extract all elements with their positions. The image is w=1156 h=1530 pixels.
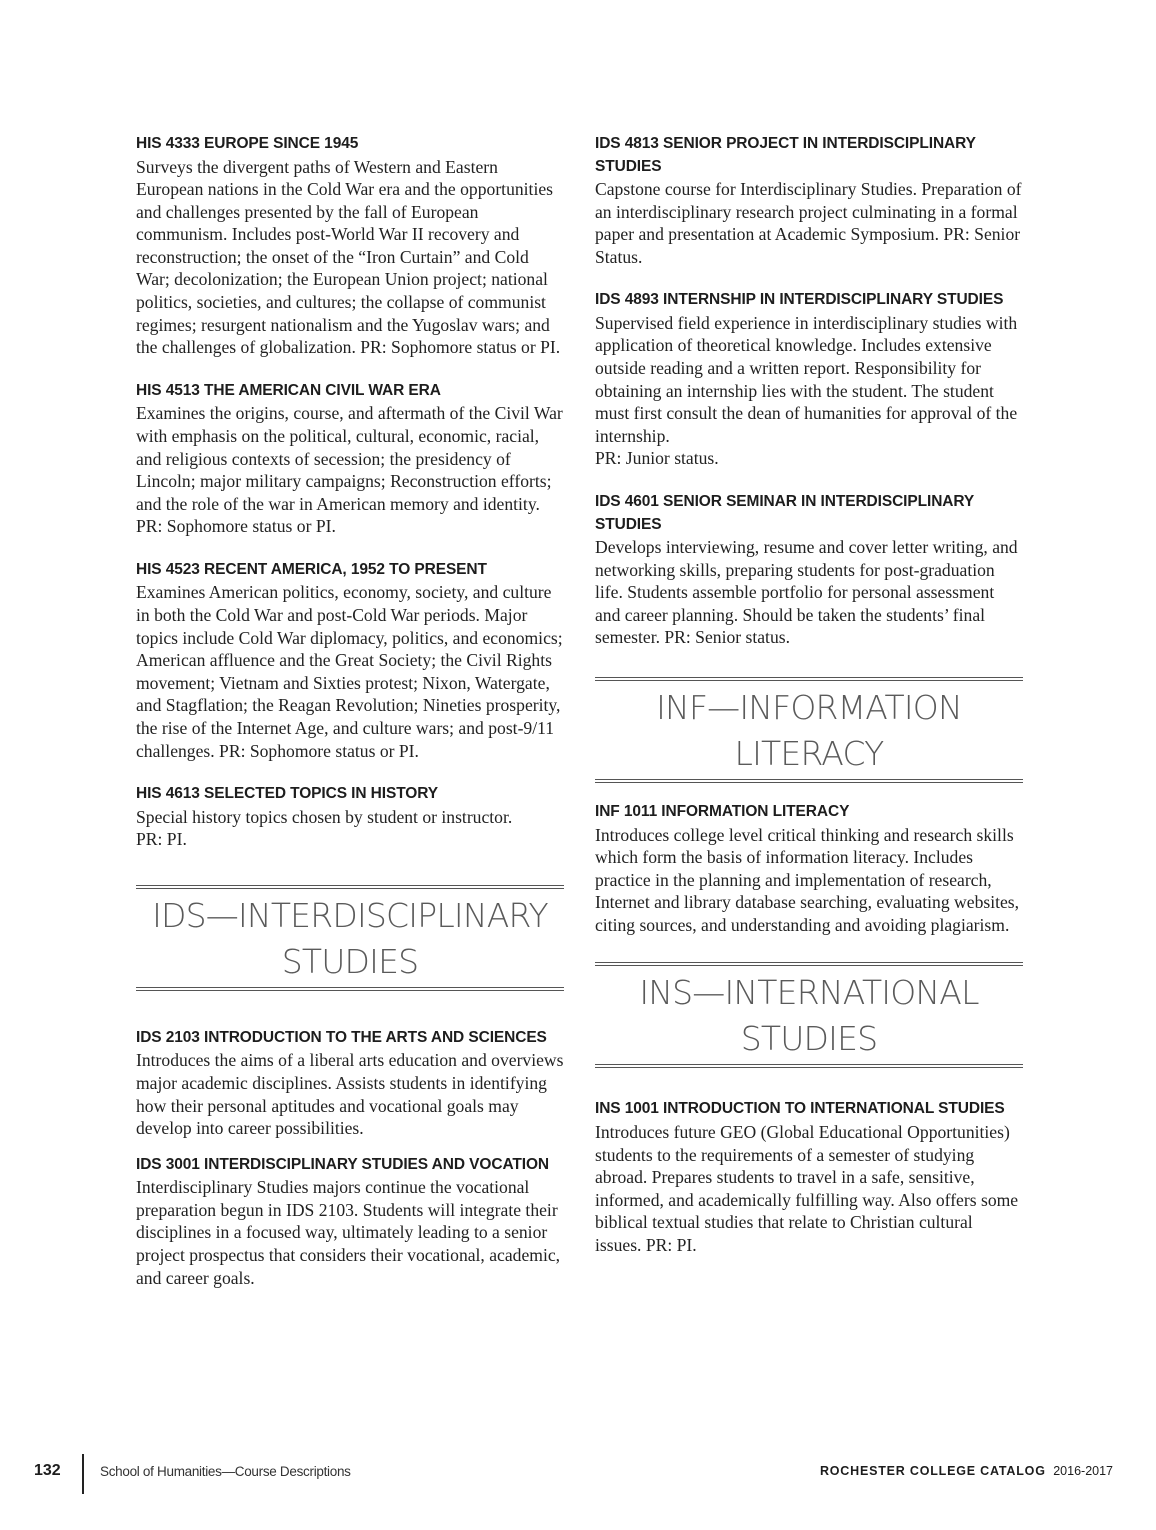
section-title bbox=[136, 889, 564, 987]
page-footer bbox=[0, 1462, 1156, 1530]
section-title bbox=[595, 966, 1023, 1064]
course-title: IDS 2103 INTRODUCTION TO THE ARTS AND SCIENCES bbox=[136, 1028, 547, 1046]
course-title: IDS 4813 SENIOR PROJECT IN INTERDISCIPLINARY STUDIES bbox=[595, 135, 976, 175]
course-title: HIS 4513 THE AMERICAN CIVIL WAR ERA bbox=[136, 381, 441, 399]
course-title: HIS 4613 SELECTED TOPICS IN HISTORY bbox=[136, 785, 438, 803]
footer-catalog bbox=[820, 1464, 1113, 1478]
section-rule-bottom bbox=[136, 987, 564, 991]
course-ids-4813 bbox=[595, 133, 1023, 268]
course-description: Examines the origins, course, and aftermath of the Civil War with emphasis on the political, cultural, economic, racial, and religious contexts of secession; the presidency of Lincoln; major military campaigns; Reconstruction efforts; and the role of the war in American memory and identity. bbox=[136, 403, 563, 514]
course-description: Interdisciplinary Studies majors continue the vocational preparation begun in IDS 2103. Students will integrate their disciplines in a focused way, ultimately leading to a senior project prospectus that considers their vocational, academic, and career goals. bbox=[136, 1177, 561, 1288]
section-header-ids bbox=[136, 885, 564, 991]
section-title-line1: INF—INFORMATION bbox=[656, 688, 962, 727]
course-title: HIS 4333 EUROPE SINCE 1945 bbox=[136, 135, 359, 152]
section-header-ins bbox=[595, 962, 1023, 1068]
course-description: Introduces college level critical thinking and research skills which form the basis of information literacy. Includes practice in the planning and implementation of research, Internet and library database searching, evaluating websites, citing sources, and understanding and avoiding plagiarism. bbox=[595, 824, 1020, 935]
course-prereq: PR: Sophomore status or PI. bbox=[136, 516, 336, 537]
footer-brand: ROCHESTER COLLEGE CATALOG bbox=[819, 1464, 1046, 1478]
page-number: 132 bbox=[34, 1462, 61, 1479]
course-prereq: PR: PI. bbox=[136, 829, 187, 850]
section-title-line1: IDS—INTERDISCIPLINARY bbox=[152, 895, 548, 935]
section-title-line2: STUDIES bbox=[281, 941, 419, 981]
course-ids-4893 bbox=[595, 289, 1023, 470]
course-description: Develops interviewing, resume and cover letter writing, and networking skills, preparing students for post-graduation life. Students assemble portfolio for personal assessment and career planning. Should be taken the students’ final semester. PR: Senior status. bbox=[595, 537, 1018, 648]
course-description: Special history topics chosen by student or instructor. bbox=[136, 806, 513, 827]
section-title bbox=[595, 681, 1023, 779]
footer-year: 2016-2017 bbox=[1053, 1464, 1113, 1478]
section-rule-bottom bbox=[595, 1064, 1023, 1068]
footer-section-label: School of Humanities—Course Descriptions bbox=[100, 1464, 351, 1479]
course-ids-3001 bbox=[136, 1154, 564, 1289]
course-description: Introduces the aims of a liberal arts education and overviews major academic disciplines. Assists students in identifying how their personal aptitudes and vocational goals may develop into career possibilities. bbox=[136, 1050, 564, 1139]
course-ids-4601 bbox=[595, 491, 1023, 649]
course-title: INF 1011 INFORMATION LITERACY bbox=[595, 803, 850, 820]
section-rule-bottom bbox=[595, 779, 1023, 783]
course-ins-1001 bbox=[595, 1098, 1023, 1256]
course-inf-1011 bbox=[595, 801, 1023, 936]
course-description: Introduces future GEO (Global Educational Opportunities) students to the requirements of a semester of studying abroad. Prepares students to travel in a safe, sensitive, informed, and academically fulfilling way. Also offers some biblical textual studies that relate to Christian cultural issues. PR: PI. bbox=[595, 1121, 1019, 1255]
course-title: IDS 3001 INTERDISCIPLINARY STUDIES AND VOCATION bbox=[136, 1155, 550, 1173]
course-title: INS 1001 INTRODUCTION TO INTERNATIONAL STUDIES bbox=[595, 1100, 1005, 1118]
course-his-4523 bbox=[136, 559, 564, 762]
right-column bbox=[595, 133, 1023, 1278]
course-description: Examines American politics, economy, society, and culture in both the Cold War and post-Cold War periods. Major topics include Cold War diplomacy, politics, and economics; American affluence and the Great Society; the Civil Rights movement; Vietnam and Sixties protest; Nixon, Watergate, and Stagflation; the Reagan Revolution; Nineties prosperity, the rise of the Internet Age, and culture wars; and post-9/11 challenges. PR: Sophomore status or PI. bbox=[136, 582, 563, 761]
section-title-line2: STUDIES bbox=[740, 1019, 878, 1059]
course-ids-2103 bbox=[136, 1027, 564, 1140]
left-column bbox=[136, 133, 564, 1310]
section-title-line2: LITERACY bbox=[734, 734, 884, 773]
section-header-inf bbox=[595, 677, 1023, 783]
course-prereq: PR: Junior status. bbox=[595, 448, 719, 469]
course-title: IDS 4601 SENIOR SEMINAR IN INTERDISCIPLINARY STUDIES bbox=[595, 493, 974, 533]
course-his-4513 bbox=[136, 380, 564, 538]
section-title-line1: INS—INTERNATIONAL bbox=[639, 973, 979, 1013]
course-description: Surveys the divergent paths of Western and Eastern European nations in the Cold War era and the opportunities and challenges presented by the fall of European communism. Includes post-World War II recovery and reconstruction; the onset of the “Iron Curtain” and Cold War; decolonization; the European Union project; national politics, societies, and cultures; the collapse of communist regimes; resurgent nationalism and the Yugoslav wars; and the challenges of globalization. PR: Sophomore status or PI. bbox=[136, 156, 561, 358]
course-his-4613 bbox=[136, 783, 564, 851]
footer-divider bbox=[82, 1454, 84, 1494]
course-title: HIS 4523 RECENT AMERICA, 1952 TO PRESENT bbox=[136, 560, 487, 578]
course-title: IDS 4893 INTERNSHIP IN INTERDISCIPLINARY STUDIES bbox=[595, 291, 1004, 309]
course-description: Supervised field experience in interdisciplinary studies with application of theoretical knowledge. Includes extensive outside reading and a written report. Responsibility for obtaining an internship lies with the student. The student must first consult the dean of humanities for approval of the internship. bbox=[595, 312, 1018, 446]
course-his-4333 bbox=[136, 133, 564, 359]
course-description: Capstone course for Interdisciplinary Studies. Preparation of an interdisciplinary research project culminating in a formal paper and presentation at Academic Symposium. PR: Senior Status. bbox=[595, 179, 1022, 267]
